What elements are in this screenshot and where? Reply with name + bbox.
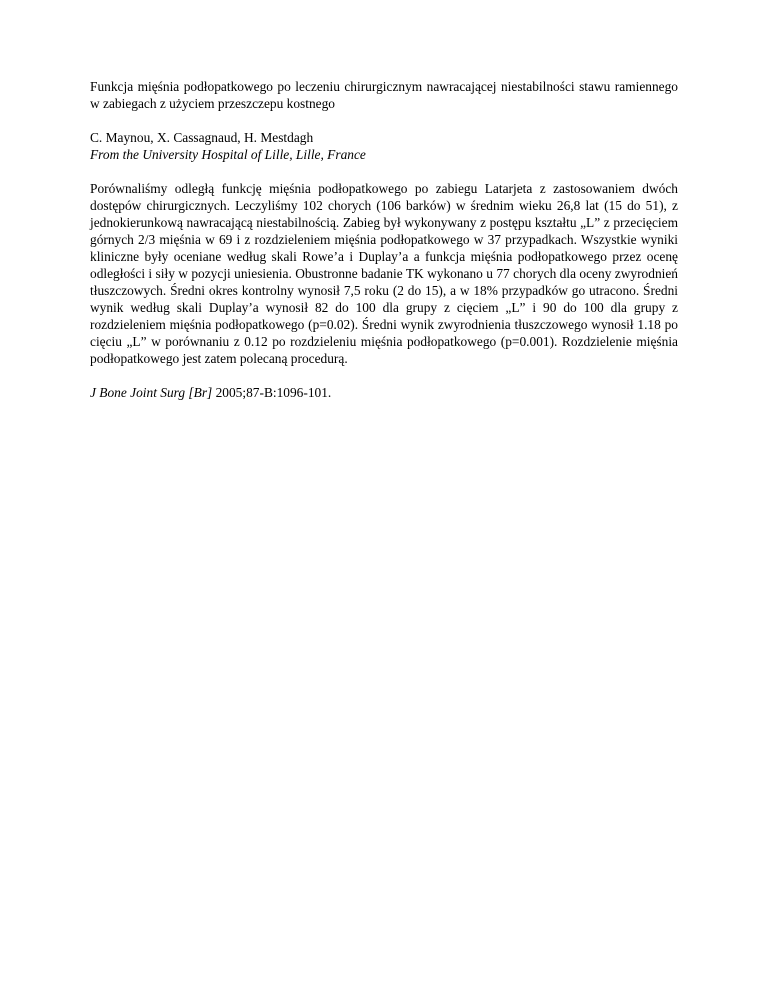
abstract-text: Porównaliśmy odległą funkcję mięśnia podłopatkowego po zabiegu Latarjeta z zastosowaniem dwóch dostępów chirurgicznych. Leczyliśmy 102 chorych (106 barków) w średnim wieku 26,8 lat (15 do 51), z jednokierunkową nawracającą niestabilnością. Zabieg był wykonywany z postępu kształtu „L” z przecięciem górnych 2/3 mięśnia w 69 i z rozdzieleniem mięśnia podłopatkowego w 37 przypadkach. Wszystkie wyniki kliniczne były oceniane według skali Rowe’a i Duplay’a a funkcja mięśnia podłopatkowego przez ocenę odległości i siły w pozycji uniesienia. Obustronne badanie TK wykonano u 77 chorych dla oceny zwyrodnień tłuszczowych. Średni okres kontrolny wynosił 7,5 roku (2 do 15), a w 18% przypadków go utracono. Średni wynik według skali Duplay’a wynosił 82 do 100 dla grupy z cięciem „L” i 90 do 100 dla grupy z rozdzieleniem mięśnia podłopatkowego (p=0.02). Średni wynik zwyrodnienia tłuszczowego wynosił 1.18 po cięciu „L” w porównaniu z 0.12 po rozdzieleniu mięśnia podłopatkowego (p=0.001). Rozdzielenie mięśnia podłopatkowego jest zatem polecaną procedurą.: [90, 181, 678, 366]
citation: [90, 384, 678, 401]
document-page: [90, 78, 678, 401]
citation-journal: J Bone Joint Surg [Br]: [90, 385, 213, 400]
affiliation: From the University Hospital of Lille, Lille, France: [90, 147, 366, 162]
article-title: Funkcja mięśnia podłopatkowego po leczeniu chirurgicznym nawracającej niestabilności stawu ramiennego w zabiegach z użyciem przeszczepu kostnego: [90, 79, 678, 111]
citation-details: 2005;87-B:1096-101.: [212, 385, 332, 400]
author-list: C. Maynou, X. Cassagnaud, H. Mestdagh: [90, 130, 314, 145]
